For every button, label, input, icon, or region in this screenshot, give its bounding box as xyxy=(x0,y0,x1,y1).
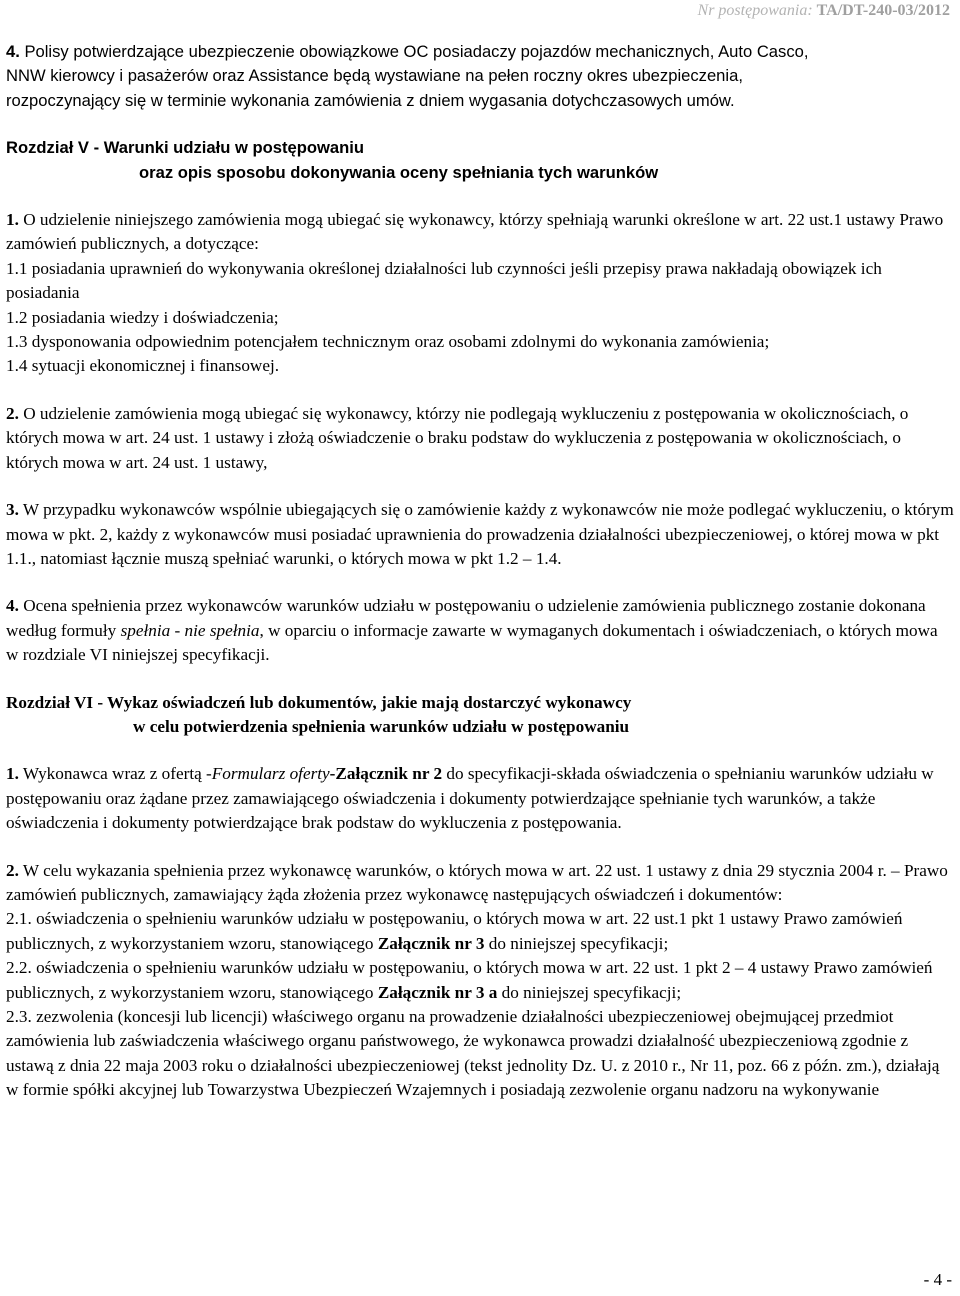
p4-line-2: NNW kierowcy i pasażerów oraz Assistance będą wystawiane na pełen roczny okres ubezpieczenia, xyxy=(6,66,743,86)
s5p4-text-b: , w oparciu o informacje zawarte w wymaganych dokumentach i oświadczeniach, o których mowa w rozdziale VI niniejszej specyfikacji. xyxy=(6,620,938,665)
s6p1-text-a: Wykonawca wraz z ofertą - xyxy=(18,764,212,784)
s6p1-text-b: do specyfikacji-składa oświadczenia o spełnianiu warunków udziału w postępowaniu oraz żądane przez zamawiającego oświadczenia i dokumenty potwierdzające spełnianie tych warunków, a także oświadczenia i dokumenty potwierdzające brak podstaw do wykluczenia z postępowania. xyxy=(6,764,934,833)
case-number-label: Nr postępowania: xyxy=(697,2,813,19)
paragraph-number: 2. xyxy=(6,860,19,880)
case-number-header xyxy=(698,2,950,20)
s6p2-text: W celu wykazania spełnienia przez wykonawcę warunków, o których mowa w art. 22 ust. 1 ustawy z dnia 29 stycznia 2004 r. – Prawo zamówień publicznych, zamawiający żąda złożenia przez wykonawcę następujących oświadczeń i dokumentów: xyxy=(6,860,948,904)
s6p2-item-1 xyxy=(6,907,954,956)
chapter-5-heading xyxy=(6,136,954,185)
document-body xyxy=(6,40,954,1103)
section5-paragraph-2 xyxy=(6,402,954,475)
s6p2-item2-attachment: Załącznik nr 3 a xyxy=(377,982,498,1002)
s6p2-item1-text-b: do niniejszej specyfikacji; xyxy=(484,933,669,953)
section5-paragraph-3 xyxy=(6,498,954,571)
paragraph-number: 4. xyxy=(6,596,19,616)
paragraph-4-policies xyxy=(6,40,954,113)
s6p2-item2-text-b: do niniejszej specyfikacji; xyxy=(497,982,682,1002)
s5p4-text-a: Ocena spełnienia przez wykonawców warunków udziału w postępowaniu o udzielenie zamówienia publicznego zostanie dokonana według formuły xyxy=(6,596,926,640)
s5p1-item-3: 1.3 dysponowania odpowiednim potencjałem technicznym oraz osobami zdolnymi do wykonania zamówienia; xyxy=(6,332,770,352)
s5p1-item-4: 1.4 sytuacji ekonomicznej i finansowej. xyxy=(6,356,280,376)
s5p1-text: O udzielenie niniejszego zamówienia mogą ubiegać się wykonawcy, którzy spełniają warunki określone w art. 22 ust.1 ustawy Prawo zamówień publicznych, a dotyczące: xyxy=(6,210,944,254)
case-number-value: TA/DT-240-03/2012 xyxy=(816,2,950,19)
section5-paragraph-1 xyxy=(6,208,954,257)
chapter-6-subtitle: w celu potwierdzenia spełnienia warunków udziału w postępowaniu xyxy=(133,716,630,736)
s5p3-text: W przypadku wykonawców wspólnie ubiegających się o zamówienie każdy z wykonawców nie może podlegać wykluczeniu, o którym mowa w pkt. 2, każdy z wykonawców musi posiadać uprawnienia do prowadzenia działalności ubezpieczeniowej, o której mowa w pkt 1.1., natomiast łącznie muszą spełniać warunki, o których mowa w pkt 1.2 – 1.4. xyxy=(6,500,954,568)
s6p2-item-3: 2.3. zezwolenia (koncesji lub licencji) właściwego organu na prowadzenie działalności ubezpieczeniowej obejmującej przedmiot zamówienia lub zaświadczenia właściwego organu państwowego, że wykonawca prowadzi działalność ubezpieczeniową zgodnie z ustawą z dnia 22 maja 2003 roku o działalności ubezpieczeniowej (tekst jednolity Dz. U. z 2010 r., Nr 11, poz. 66 z późn. zm.), działają w formie spółki akcyjnej lub Towarzystwa Ubezpieczeń Wzajemnych i posiadają zezwolenie organu nadzoru na wykonywanie xyxy=(6,1007,940,1100)
section6-paragraph-2 xyxy=(6,859,954,908)
s6p1-form-name: Formularz oferty xyxy=(211,764,330,784)
s6p2-item1-text-a: 2.1. oświadczenia o spełnieniu warunków udziału w postępowaniu, o których mowa w art. 22 ust.1 pkt 1 ustawy Prawo zamówień publicznych, z wykorzystaniem wzoru, stanowiącego xyxy=(6,909,903,953)
s6p2-item-2 xyxy=(6,956,954,1005)
paragraph-number: 3. xyxy=(6,500,19,520)
s6p2-item1-attachment: Załącznik nr 3 xyxy=(377,933,485,953)
p4-text-1: Polisy potwierdzające ubezpieczenie obowiązkowe OC posiadaczy pojazdów mechanicznych, Auto Casco, xyxy=(19,42,809,61)
section5-paragraph-4 xyxy=(6,594,954,667)
s5p2-text: O udzielenie zamówienia mogą ubiegać się wykonawcy, którzy nie podlegają wykluczeniu z postępowania w okolicznościach, o których mowa w art. 24 ust. 1 ustawy i złożą oświadczenie o braku podstaw do wykluczenia z postępowania w okolicznościach, o których mowa w art. 24 ust. 1 ustawy, xyxy=(6,403,909,472)
paragraph-number: 2. xyxy=(6,403,19,423)
paragraph-number: 4. xyxy=(6,42,20,61)
chapter-5-title: Rozdział V - Warunki udziału w postępowaniu xyxy=(6,138,365,158)
p4-line-1 xyxy=(6,40,954,64)
s6p1-attachment: -Załącznik nr 2 xyxy=(329,764,443,784)
s5p1-item-2: 1.2 posiadania wiedzy i doświadczenia; xyxy=(6,307,279,327)
chapter-6-title: Rozdział VI - Wykaz oświadczeń lub dokumentów, jakie mają dostarczyć wykonawcy xyxy=(6,692,632,712)
p4-line-3: rozpoczynający się w terminie wykonania zamówienia z dniem wygasania dotychczasowych umów. xyxy=(6,90,735,110)
s5p4-formula: spełnia - nie spełnia xyxy=(120,620,260,640)
s5p1-item-1: 1.1 posiadania uprawnień do wykonywania określonej działalności lub czynności jeśli przepisy prawa nakładają obowiązek ich posiadania xyxy=(6,258,882,303)
paragraph-number: 1. xyxy=(6,210,19,230)
section6-paragraph-1 xyxy=(6,762,954,835)
s6p2-item2-text-a: 2.2. oświadczenia o spełnieniu warunków udziału w postępowaniu, o których mowa w art. 22 ust. 1 pkt 2 – 4 ustawy Prawo zamówień publicznych, z wykorzystaniem wzoru, stanowiącego xyxy=(6,958,933,1002)
paragraph-number: 1. xyxy=(6,764,19,784)
page-number: - 4 - xyxy=(923,1270,952,1289)
chapter-6-heading xyxy=(6,691,954,740)
chapter-5-subtitle: oraz opis sposobu dokonywania oceny spełniania tych warunków xyxy=(139,162,659,182)
